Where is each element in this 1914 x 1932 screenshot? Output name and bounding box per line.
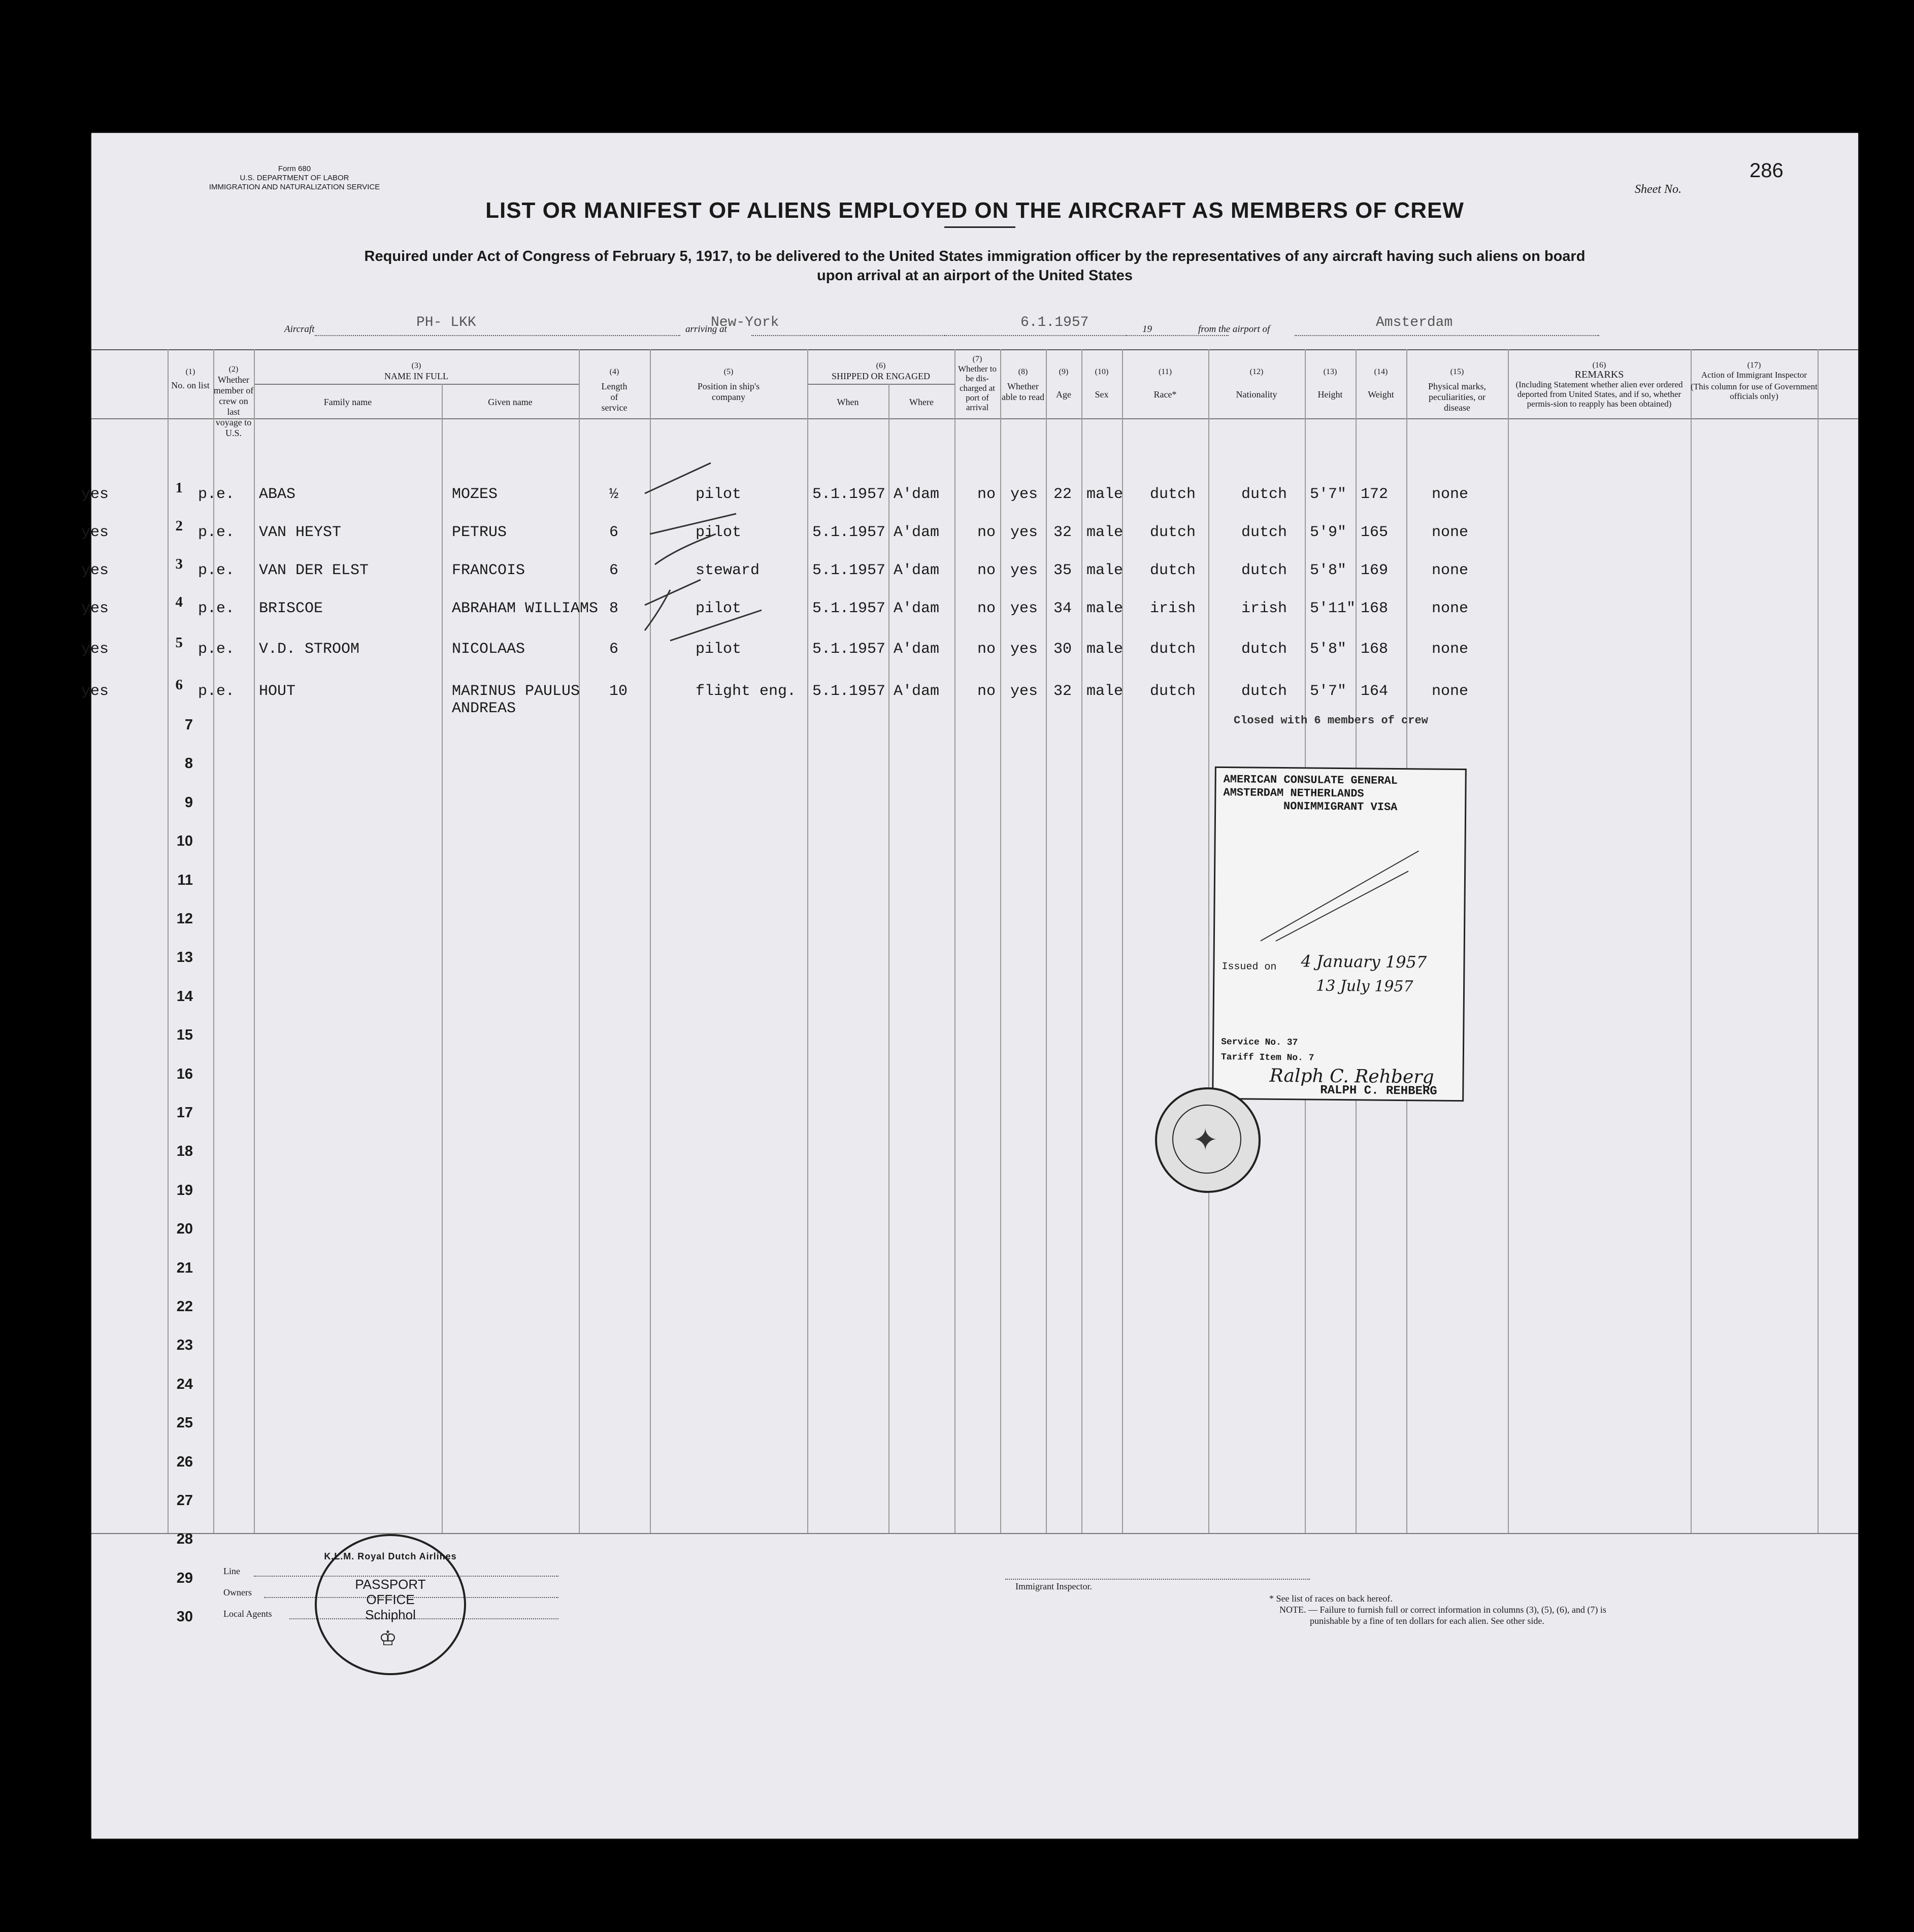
col7-label: Whether to be dis-charged at port of arrival <box>958 364 997 412</box>
row-number: 30 <box>176 1609 193 1625</box>
crew-marks: none <box>1432 683 1469 700</box>
inspector-field <box>1005 1579 1310 1580</box>
col17-number: (17) <box>1747 361 1761 370</box>
visa-issued-date: 4 January 1957 <box>1301 951 1427 972</box>
crew-discharged: no <box>977 486 996 503</box>
crew-position: pilot <box>696 486 742 503</box>
crew-sex: male <box>1086 641 1124 658</box>
crew-age: 32 <box>1053 524 1072 541</box>
stamp-strike-icon <box>1256 845 1424 948</box>
crew-nationality: irish <box>1241 600 1288 617</box>
col4-number: (4) <box>609 368 619 376</box>
crew-family: VAN HEYST <box>259 524 342 541</box>
crew-read: yes <box>1010 486 1038 503</box>
col3-number: (3) <box>411 361 421 370</box>
crew-height: 5'9" <box>1310 524 1347 541</box>
crew-read: yes <box>1010 683 1038 700</box>
col9-header <box>1046 367 1081 400</box>
crew-family: V.D. STROOM <box>259 641 360 658</box>
crew-when: 5.1.1957 <box>812 600 886 617</box>
crew-service: ½ <box>609 486 619 503</box>
crew-position: steward <box>696 562 760 579</box>
crew-where: A'dam <box>894 524 940 541</box>
crew-age: 34 <box>1053 600 1072 617</box>
col-rule <box>579 349 580 1533</box>
crew-given: NICOLAAS <box>452 641 525 658</box>
form-number: Form 680 <box>278 164 311 173</box>
owners-label: Owners <box>223 1587 252 1597</box>
crew-family: ABAS <box>259 486 296 503</box>
crew-weight: 172 <box>1361 486 1389 503</box>
crew-sex: male <box>1086 600 1124 617</box>
row-number: 19 <box>176 1182 193 1198</box>
col11-label: Race* <box>1153 389 1177 399</box>
crew-family: BRISCOE <box>259 600 323 617</box>
visa-stamp-line2: AMSTERDAM NETHERLANDS <box>1223 786 1364 801</box>
crew-given: ABRAHAM WILLIAMS <box>452 600 599 617</box>
aircraft-value: PH- LKK <box>416 315 476 330</box>
crew-when: 5.1.1957 <box>812 641 886 658</box>
col10-label: Sex <box>1095 389 1109 399</box>
col13-number: (13) <box>1323 368 1337 376</box>
crew-given-cont: ANDREAS <box>452 700 516 717</box>
col2-number: (2) <box>228 365 239 374</box>
row-number: 20 <box>176 1221 193 1238</box>
crew-discharged: no <box>977 641 996 658</box>
col9-number: (9) <box>1059 368 1069 376</box>
table-bottom-rule <box>91 1533 1858 1534</box>
crew-position: flight eng. <box>696 683 797 700</box>
row-number: 25 <box>176 1415 193 1431</box>
crew-read: yes <box>1010 562 1038 579</box>
klm-stamp-line1: PASSPORT <box>355 1577 426 1592</box>
row-number: 11 <box>177 872 193 888</box>
col9-label: Age <box>1056 389 1071 399</box>
col4-header <box>579 367 650 413</box>
consulate-seal-icon: ✦ <box>1155 1087 1261 1193</box>
subtitle-line2: upon arrival at an airport of the United States <box>817 268 1133 284</box>
row-number: 4 <box>175 594 183 610</box>
col-rule <box>954 349 955 1533</box>
footnote-races: * See list of races on back hereof. <box>1269 1593 1393 1604</box>
row-number: 18 <box>176 1143 193 1160</box>
crew-mark: p.e. <box>198 600 235 617</box>
col-rule <box>1000 349 1001 1533</box>
crew-race: dutch <box>1150 562 1196 579</box>
col8-label: Whether able to read <box>1002 381 1044 402</box>
where-header: Where <box>909 397 934 407</box>
crew-age: 30 <box>1053 641 1072 658</box>
col-rule <box>442 384 443 1533</box>
footnote-penalty1: NOTE. — Failure to furnish full or correct information in columns (3), (5), (6), and (7) is <box>1279 1605 1606 1615</box>
crew-where: A'dam <box>894 600 940 617</box>
col12-label: Nationality <box>1236 389 1277 399</box>
crew-discharged: no <box>977 683 996 700</box>
crew-marks: none <box>1432 524 1469 541</box>
col16-number: (16) <box>1592 361 1606 370</box>
crew-weight: 168 <box>1361 600 1389 617</box>
row-number: 2 <box>175 518 183 534</box>
crew-nationality: dutch <box>1241 641 1288 658</box>
col5-number: (5) <box>723 368 734 376</box>
row-number: 27 <box>176 1492 193 1509</box>
given-name-header: Given name <box>488 397 533 407</box>
crew-when: 5.1.1957 <box>812 683 886 700</box>
col12-number: (12) <box>1249 368 1264 376</box>
form-header <box>152 164 437 192</box>
crew-height: 5'7" <box>1310 486 1347 503</box>
row-number: 16 <box>176 1065 193 1082</box>
col-rule <box>1691 349 1692 1533</box>
crew-height: 5'11" <box>1310 600 1356 617</box>
crew-read: yes <box>1010 600 1038 617</box>
visa-service-no: Service No. 37 <box>1221 1037 1298 1048</box>
crew-race: dutch <box>1150 683 1196 700</box>
department: U.S. DEPARTMENT OF LABOR <box>240 174 349 182</box>
col5-label: Position in ship's company <box>697 381 760 402</box>
col8-header <box>1000 367 1046 403</box>
crew-height: 5'7" <box>1310 683 1347 700</box>
row-number: 6 <box>175 677 183 693</box>
crew-weight: 164 <box>1361 683 1389 700</box>
from-airport: Amsterdam <box>1376 315 1453 330</box>
crew-height: 5'8" <box>1310 562 1347 579</box>
crew-service: 6 <box>609 524 619 541</box>
crew-weight: 168 <box>1361 641 1389 658</box>
col11-header <box>1122 367 1208 400</box>
crew-family: HOUT <box>259 683 296 700</box>
col-rule <box>1508 349 1509 1533</box>
crew-nationality: dutch <box>1241 683 1288 700</box>
crew-family: VAN DER ELST <box>259 562 369 579</box>
crew-where: A'dam <box>894 683 940 700</box>
crew-discharged: no <box>977 562 996 579</box>
header-bottom-rule <box>91 418 1858 419</box>
crew-sex: male <box>1086 683 1124 700</box>
row-number: 24 <box>176 1376 193 1392</box>
col15-header <box>1406 367 1508 413</box>
col12-header <box>1208 367 1305 400</box>
visa-stamp <box>1212 767 1467 1102</box>
col7-header <box>954 354 1000 412</box>
crew-marks: none <box>1432 562 1469 579</box>
col2-label: Whether member of crew on last voyage to U.S. <box>213 375 254 438</box>
crew-race: dutch <box>1150 524 1196 541</box>
arriving-label: arriving at <box>685 324 727 335</box>
row-number: 17 <box>176 1105 193 1121</box>
crew-marks: none <box>1432 486 1469 503</box>
col10-header <box>1081 367 1122 400</box>
crew-mark: p.e. <box>198 683 235 700</box>
col16-note: (Including Statement whether alien ever ordered deported from United States, and if so, whether permis-sion to reapply has been obtained) <box>1515 380 1683 409</box>
crew-age: 32 <box>1053 683 1072 700</box>
crew-age: 22 <box>1053 486 1072 503</box>
name-subheader-rule <box>254 384 579 385</box>
crew-weight: 169 <box>1361 562 1389 579</box>
sheet-label: Sheet No. <box>1635 183 1681 196</box>
crew-discharged: no <box>977 524 996 541</box>
crew-race: dutch <box>1150 641 1196 658</box>
col17-label: Action of Immigrant Inspector <box>1701 370 1807 380</box>
crew-race: irish <box>1150 600 1196 617</box>
klm-stamp-ring-text: K.L.M. Royal Dutch Airlines <box>324 1551 457 1561</box>
crown-icon: ♔ <box>379 1627 397 1650</box>
col15-number: (15) <box>1450 368 1464 376</box>
table-top-rule <box>91 349 1858 350</box>
when-header: When <box>837 397 859 407</box>
family-name-header: Family name <box>323 397 372 407</box>
crew-when: 5.1.1957 <box>812 562 886 579</box>
row-number: 8 <box>184 755 193 772</box>
crew-prev: yes <box>81 641 109 658</box>
col17-note: (This column for use of Government officials only) <box>1691 382 1818 401</box>
from-line <box>1295 335 1599 336</box>
col2-header <box>213 364 254 439</box>
row-number: 26 <box>176 1453 193 1470</box>
col-rule <box>1081 349 1082 1533</box>
row-number: 15 <box>176 1027 193 1044</box>
aircraft-line <box>315 335 680 336</box>
col7-number: (7) <box>972 355 982 363</box>
col-rule <box>1208 349 1209 1533</box>
crew-where: A'dam <box>894 641 940 658</box>
consul-name: RALPH C. REHBERG <box>1320 1083 1437 1098</box>
col6-number: (6) <box>876 361 886 370</box>
row-number: 5 <box>175 635 183 651</box>
col5-header <box>650 367 807 403</box>
col-rule <box>254 349 255 1533</box>
consul-signature: Ralph C. Rehberg <box>1269 1065 1434 1088</box>
crew-mark: p.e. <box>198 562 235 579</box>
col11-number: (11) <box>1158 368 1172 376</box>
year-label: 19 <box>1142 324 1152 335</box>
col-rule <box>1818 349 1819 1533</box>
col13-label: Height <box>1317 389 1343 399</box>
subtitle-line1: Required under Act of Congress of February 5, 1917, to be delivered to the United States immigration officer by the representatives of any aircraft having such aliens on board <box>364 248 1586 264</box>
page-title: LIST OR MANIFEST OF ALIENS EMPLOYED ON THE AIRCRAFT AS MEMBERS OF CREW <box>485 198 1464 223</box>
crew-height: 5'8" <box>1310 641 1347 658</box>
crew-race: dutch <box>1150 486 1196 503</box>
crew-prev: yes <box>81 524 109 541</box>
inspector-label: Immigrant Inspector. <box>1015 1581 1092 1591</box>
col6-header <box>807 360 954 382</box>
row-number: 22 <box>176 1298 193 1315</box>
visa-valid-date: 13 July 1957 <box>1315 977 1413 996</box>
crew-prev: yes <box>81 486 109 503</box>
arrival-date: 6.1.1957 <box>1020 315 1089 330</box>
crew-nationality: dutch <box>1241 486 1288 503</box>
crew-mark: p.e. <box>198 486 235 503</box>
date-line <box>944 335 1229 336</box>
visa-tariff-no: Tariff Item No. 7 <box>1220 1052 1314 1063</box>
crew-service: 6 <box>609 562 619 579</box>
col8-number: (8) <box>1018 368 1028 376</box>
col17-header <box>1691 360 1818 401</box>
col14-header <box>1356 367 1406 400</box>
col6-label: SHIPPED OR ENGAGED <box>831 371 930 381</box>
crew-discharged: no <box>977 600 996 617</box>
aircraft-label: Aircraft <box>284 324 315 335</box>
crew-sex: male <box>1086 562 1124 579</box>
col14-label: Weight <box>1368 389 1394 399</box>
crew-weight: 165 <box>1361 524 1389 541</box>
klm-passport-stamp <box>315 1534 466 1675</box>
col4-label: Length of service <box>601 381 628 413</box>
col3-label: NAME IN FULL <box>384 371 448 381</box>
col14-number: (14) <box>1374 368 1388 376</box>
check-marks <box>640 458 822 813</box>
row-number: 12 <box>176 911 193 927</box>
row-number: 14 <box>176 988 193 1005</box>
crew-marks: none <box>1432 600 1469 617</box>
crew-given: MARINUS PAULUS <box>452 683 580 700</box>
col16-label: REMARKS <box>1574 369 1624 380</box>
visa-issued-label: Issued on <box>1222 960 1277 973</box>
crew-mark: p.e. <box>198 524 235 541</box>
footnote-penalty2: punishable by a fine of ten dollars for each alien. See other side. <box>1310 1616 1544 1626</box>
visa-stamp-line3: NONIMMIGRANT VISA <box>1283 800 1398 814</box>
row-number: 13 <box>176 949 193 966</box>
crew-prev: yes <box>81 683 109 700</box>
crew-position: pilot <box>696 641 742 658</box>
manifest-sheet <box>81 133 1858 1839</box>
crew-given: FRANCOIS <box>452 562 525 579</box>
crew-position: pilot <box>696 524 742 541</box>
crew-service: 10 <box>609 683 628 700</box>
col3-header <box>254 360 579 382</box>
arriving-value: New-York <box>711 315 779 330</box>
row-number: 7 <box>184 717 193 733</box>
klm-stamp-line3: Schiphol <box>365 1607 416 1622</box>
crew-read: yes <box>1010 641 1038 658</box>
col1-number: (1) <box>185 368 195 376</box>
crew-sex: male <box>1086 486 1124 503</box>
service: IMMIGRATION AND NATURALIZATION SERVICE <box>209 183 380 191</box>
col-rule <box>1046 349 1047 1533</box>
col16-header <box>1508 360 1691 409</box>
col13-header <box>1305 367 1356 400</box>
closed-note: Closed with 6 members of crew <box>1234 714 1428 727</box>
row-number: 10 <box>176 833 193 850</box>
col10-number: (10) <box>1095 368 1109 376</box>
visa-stamp-line1: AMERICAN CONSULATE GENERAL <box>1223 773 1398 787</box>
col1-header <box>168 367 213 391</box>
crew-where: A'dam <box>894 562 940 579</box>
shipped-subheader-rule <box>807 384 954 385</box>
col15-label: Physical marks, peculiarities, or disease <box>1428 381 1486 413</box>
col-rule <box>888 384 889 1533</box>
row-number: 23 <box>176 1337 193 1354</box>
row-number: 29 <box>176 1570 193 1586</box>
crew-mark: p.e. <box>198 641 235 658</box>
row-number: 9 <box>184 794 193 811</box>
crew-where: A'dam <box>894 486 940 503</box>
row-number: 21 <box>176 1259 193 1276</box>
sheet-number: 286 <box>1750 159 1784 182</box>
col1-label: No. on list <box>171 380 210 390</box>
crew-age: 35 <box>1053 562 1072 579</box>
crew-nationality: dutch <box>1241 562 1288 579</box>
row-number: 28 <box>176 1531 193 1548</box>
crew-when: 5.1.1957 <box>812 524 886 541</box>
row-number: 3 <box>175 556 183 572</box>
crew-given: MOZES <box>452 486 498 503</box>
crew-when: 5.1.1957 <box>812 486 886 503</box>
crew-nationality: dutch <box>1241 524 1288 541</box>
crew-marks: none <box>1432 641 1469 658</box>
title-underline <box>944 226 1015 228</box>
crew-prev: yes <box>81 600 109 617</box>
klm-stamp-line2: OFFICE <box>366 1592 415 1607</box>
crew-given: PETRUS <box>452 524 507 541</box>
line-label: Line <box>223 1566 240 1576</box>
crew-service: 8 <box>609 600 619 617</box>
crew-service: 6 <box>609 641 619 658</box>
crew-position: pilot <box>696 600 742 617</box>
row-number: 1 <box>175 480 183 496</box>
crew-prev: yes <box>81 562 109 579</box>
from-label: from the airport of <box>1198 324 1270 335</box>
crew-sex: male <box>1086 524 1124 541</box>
crew-read: yes <box>1010 524 1038 541</box>
agents-label: Local Agents <box>223 1609 272 1619</box>
